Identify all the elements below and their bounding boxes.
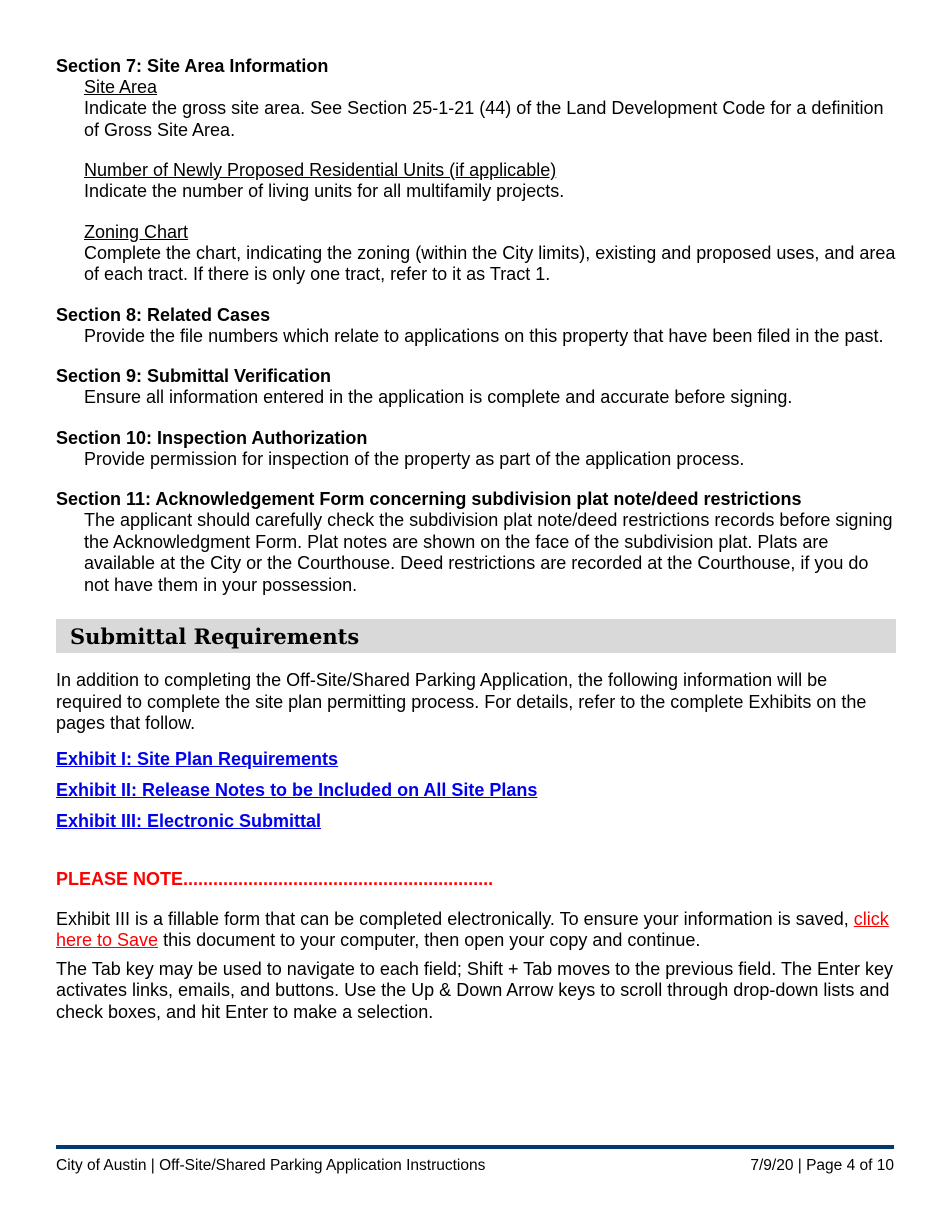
exhibit-ii-link[interactable]: Exhibit II: Release Notes to be Included on All Site Plans <box>56 779 538 800</box>
note-paragraph-2: The Tab key may be used to navigate to each field; Shift + Tab moves to the previous field. The Enter key activates links, emails, and buttons. Use the Up & Down Arrow keys to scroll through drop-down lists and check boxes, and hit Enter to make a selection. <box>56 958 893 1022</box>
section-7-heading: Section 7: Site Area Information <box>56 56 329 76</box>
submittal-requirements-heading: Submittal Requirements <box>70 623 360 649</box>
footer-page-info: 7/9/20 | Page 4 of 10 <box>750 1157 894 1174</box>
submittal-intro: In addition to completing the Off-Site/Shared Parking Application, the following information will be required to complete the site plan permitting process. For details, refer to the complete Exhibits on the pages that follow. <box>56 670 867 733</box>
site-area-text: Indicate the gross site area. See Section 25-1-21 (44) of the Land Development Code for a definition of Gross Site Area. <box>84 98 884 140</box>
submittal-requirements-banner <box>56 619 896 653</box>
please-note-label: PLEASE NOTE.............................................................. <box>56 868 494 889</box>
section-8-heading: Section 8: Related Cases <box>56 304 271 325</box>
section-8 <box>56 305 896 348</box>
section-10-text: Provide permission for inspection of the property as part of the application process. <box>84 448 745 469</box>
residential-units-title: Number of Newly Proposed Residential Units (if applicable) <box>84 160 557 180</box>
section-11-text: The applicant should carefully check the subdivision plat note/deed restrictions records before signing the Acknowledgment Form. Plat notes are shown on the face of the subdivision plat. Plats are available at the City or the Courthouse. Deed restrictions are recorded at the Courthouse, if you do not have them in your possession. <box>84 510 893 595</box>
exhibit-i-link[interactable]: Exhibit I: Site Plan Requirements <box>56 748 339 769</box>
section-11-heading: Section 11: Acknowledgement Form concerning subdivision plat note/deed restrictions <box>56 489 802 509</box>
page-content <box>56 56 896 1023</box>
note-text-after-link: this document to your computer, then open your copy and continue. <box>163 930 701 950</box>
section-9-text: Ensure all information entered in the application is complete and accurate before signing. <box>84 387 793 407</box>
section-8-text: Provide the file numbers which relate to applications on this property that have been filed in the past. <box>84 325 884 346</box>
note-text-before-link: Exhibit III is a fillable form that can be completed electronically. To ensure your information is saved, <box>56 908 849 929</box>
section-9 <box>56 366 896 409</box>
section-11 <box>56 489 896 596</box>
page-footer <box>56 1145 894 1175</box>
note-paragraph-1 <box>56 909 896 952</box>
section-7 <box>56 56 896 286</box>
section-10 <box>56 428 896 471</box>
section-10-heading: Section 10: Inspection Authorization <box>56 427 368 448</box>
footer-title: City of Austin | Off-Site/Shared Parking Application Instructions <box>56 1157 486 1174</box>
site-area-title: Site Area <box>84 77 158 97</box>
section-9-heading: Section 9: Submittal Verification <box>56 366 332 386</box>
zoning-chart-text: Complete the chart, indicating the zoning (within the City limits), existing and proposed uses, and area of each tract. If there is only one tract, refer to it as Tract 1. <box>84 242 896 284</box>
save-document-link[interactable]: click here to Save <box>56 908 889 950</box>
exhibit-iii-link[interactable]: Exhibit III: Electronic Submittal <box>56 810 322 831</box>
zoning-chart-title: Zoning Chart <box>84 221 189 242</box>
residential-units-text: Indicate the number of living units for all multifamily projects. <box>84 181 565 201</box>
